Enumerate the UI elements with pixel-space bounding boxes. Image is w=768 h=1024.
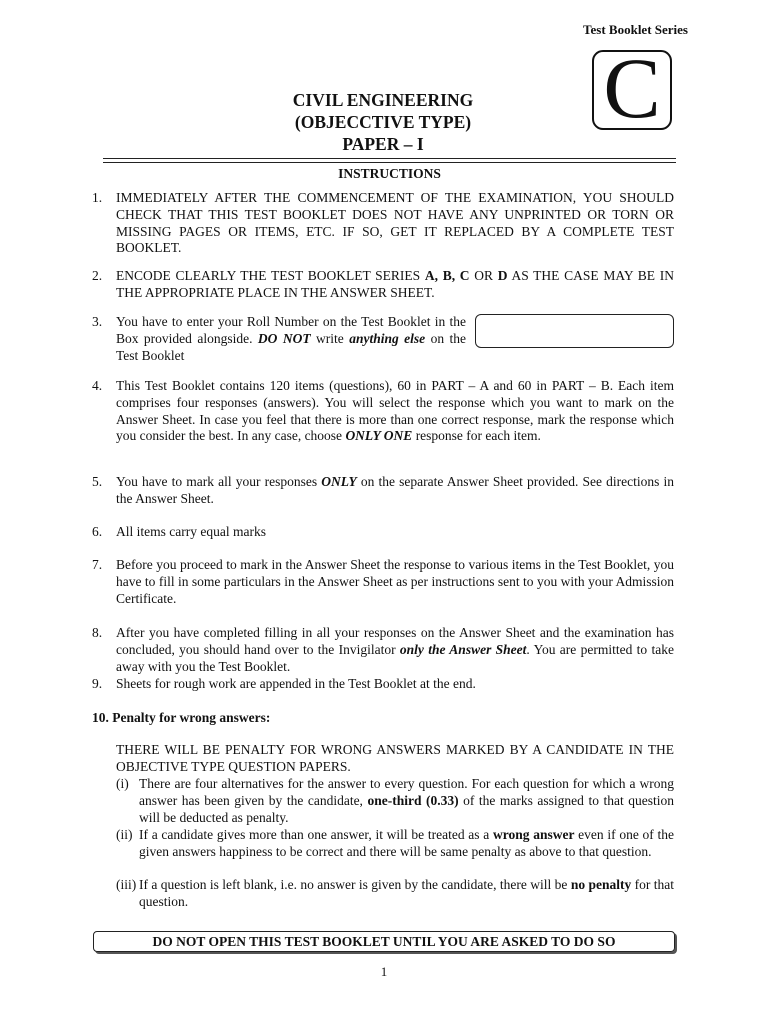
rule-label: (iii) xyxy=(116,877,137,892)
item-number: 7. xyxy=(92,557,103,572)
rule-text: If a question is left blank, i.e. no answer is given by the candidate, there will be no penalty for that question. xyxy=(139,877,674,909)
divider xyxy=(103,162,676,163)
notice-text: DO NOT OPEN THIS TEST BOOKLET UNTIL YOU ARE ASKED TO DO SO xyxy=(152,934,616,949)
item-text: You have to mark all your responses ONLY on the separate Answer Sheet provided. See directions in the Answer Sheet. xyxy=(116,474,674,506)
roll-number-box[interactable] xyxy=(475,314,674,348)
item-number: 9. xyxy=(92,676,103,691)
item-text: IMMEDIATELY AFTER THE COMMENCEMENT OF THE EXAMINATION, YOU SHOULD CHECK THAT THIS TEST BOOKLET DOES NOT HAVE ANY UNPRINTED OR TORN OR MISSING PAGES OR ITEMS, ETC. IF SO, GET IT REPLACED BY A COMPLETE TEST BOOKLET. xyxy=(116,190,674,256)
instruction-item xyxy=(92,557,674,607)
instruction-item xyxy=(92,676,674,693)
divider xyxy=(103,158,676,159)
instruction-item xyxy=(92,474,674,508)
penalty-rule xyxy=(116,776,674,826)
title-paper: PAPER – I xyxy=(342,134,424,154)
instruction-item xyxy=(92,524,674,541)
series-letter-box xyxy=(592,40,672,136)
item-text: All items carry equal marks xyxy=(116,524,266,539)
penalty-rule xyxy=(116,877,674,911)
instruction-item xyxy=(92,190,674,257)
rule-label: (ii) xyxy=(116,827,133,842)
instruction-item xyxy=(92,268,674,302)
item-number: 5. xyxy=(92,474,103,489)
title-subject: CIVIL ENGINEERING xyxy=(292,90,474,110)
page-title xyxy=(190,89,576,155)
instruction-item xyxy=(92,625,674,675)
item-number: 6. xyxy=(92,524,103,539)
instructions-heading: INSTRUCTIONS xyxy=(338,166,441,181)
item-number: 8. xyxy=(92,625,103,640)
item-text: Sheets for rough work are appended in the Test Booklet at the end. xyxy=(116,676,476,691)
rule-text: There are four alternatives for the answer to every question. For each question for which a wrong answer has been given by the candidate, one-third (0.33) of the marks assigned to that question will be deducted as penalty. xyxy=(139,776,674,825)
do-not-open-notice xyxy=(93,931,675,952)
instruction-item xyxy=(92,378,674,445)
item-number: 2. xyxy=(92,268,103,283)
penalty-heading: 10. Penalty for wrong answers: xyxy=(92,710,271,725)
page-number: 1 xyxy=(380,964,388,979)
item-text: ENCODE CLEARLY THE TEST BOOKLET SERIES A, B, C OR D AS THE CASE MAY BE IN THE APPROPRIATE PLACE IN THE ANSWER SHEET. xyxy=(116,268,674,300)
penalty-intro: THERE WILL BE PENALTY FOR WRONG ANSWERS MARKED BY A CANDIDATE IN THE OBJECTIVE TYPE QUESTION PAPERS. xyxy=(116,742,674,774)
rule-text: If a candidate gives more than one answer, it will be treated as a wrong answer even if one of the given answers happiness to be correct and there will be same penalty as above to that question. xyxy=(139,827,674,859)
item-text: After you have completed filling in all your responses on the Answer Sheet and the examination has concluded, you should hand over to the Invigilator only the Answer Sheet. You are permitted to take away with you the Test Booklet. xyxy=(116,625,674,674)
series-letter: C xyxy=(603,40,661,136)
item-number: 3. xyxy=(92,314,103,329)
penalty-rule xyxy=(116,827,674,861)
rule-label: (i) xyxy=(116,776,129,791)
series-label: Test Booklet Series xyxy=(583,22,688,37)
item-text: You have to enter your Roll Number on the Test Booklet in the Box provided alongside. DO NOT write anything else on the Test Booklet xyxy=(116,314,466,363)
item-number: 4. xyxy=(92,378,103,393)
item-number: 1. xyxy=(92,190,103,205)
item-text: This Test Booklet contains 120 items (questions), 60 in PART – A and 60 in PART – B. Each item comprises four responses (answers). You will select the response which you want to mark on the Answer Sheet. In case you feel that there is more than one correct response, mark the response which you consider the best. In any case, choose ONLY ONE response for each item. xyxy=(116,378,674,444)
title-type: (OBJECCTIVE TYPE) xyxy=(294,112,472,132)
item-text: Before you proceed to mark in the Answer Sheet the response to various items in the Test Booklet, you have to fill in some particulars in the Answer Sheet as per instructions sent to you with your Admission Certificate. xyxy=(116,557,674,606)
